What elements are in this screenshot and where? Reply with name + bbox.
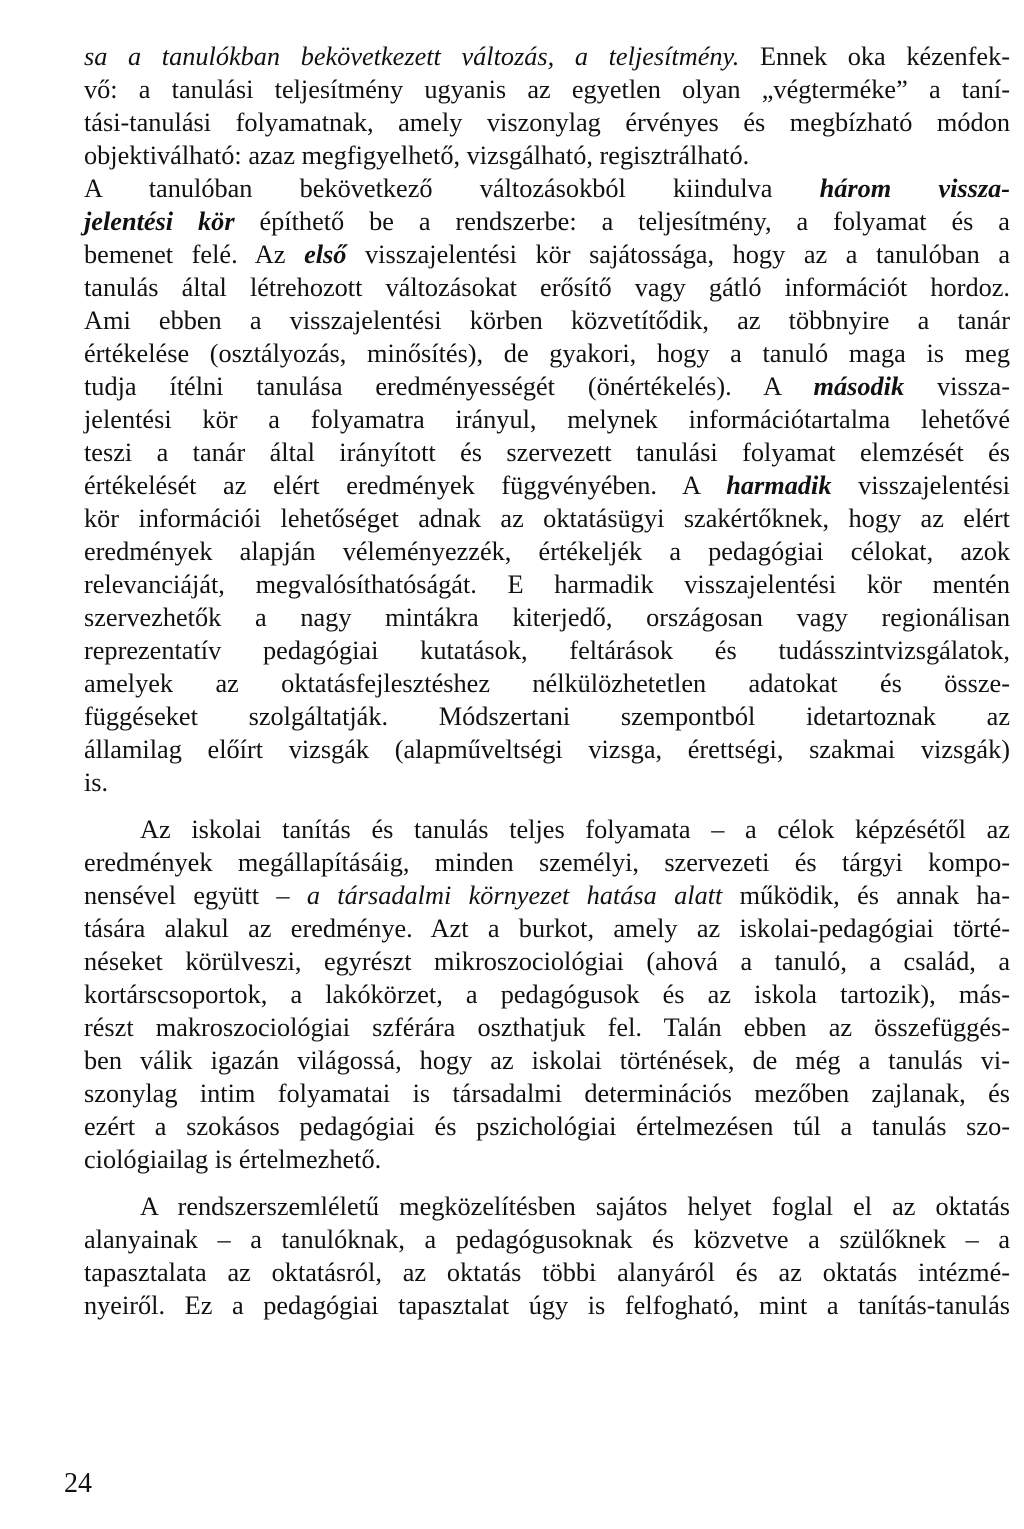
text-line: alanyainak – a tanulóknak, a pedagógusoknak és közvetve a szülőknek – a [84,1225,1010,1254]
page-number: 24 [64,1468,92,1499]
text-line: értékelése (osztályozás, minősítés), de gyakori, hogy a tanuló maga is meg [84,339,1010,368]
emphasis-term: jelentési kör [84,207,235,236]
text-line: A tanulóban bekövetkező változásokból kiindulva három vissza- [84,174,1010,203]
text-line: tási-tanulási folyamatnak, amely viszonylag érvényes és megbízható módon [84,108,1010,137]
text-line: amelyek az oktatásfejlesztéshez nélkülözhetetlen adatokat és össze- [84,669,1010,698]
text-line: jelentési kör a folyamatra irányul, melynek információtartalma lehetővé [84,405,1010,434]
text-line: néseket körülveszi, egyrészt mikroszociológiai (ahová a tanuló, a család, a [84,947,1010,976]
italic-phrase: sa a tanulókban bekövetkezett változás, a teljesítmény. [84,42,740,71]
text-line: eredmények alapján véleményezzék, értékeljék a pedagógiai célokat, azok [84,537,1010,566]
text-line: államilag előírt vizsgák (alapműveltségi vizsga, érettségi, szakmai vizsgák) [84,735,1010,764]
text-line: nensével együtt – a társadalmi környezet hatása alatt működik, és annak ha- [84,881,1010,910]
text-line: kör információi lehetőséget adnak az oktatásügyi szakértőknek, hogy az elért [84,504,1010,533]
italic-phrase: a társadalmi környezet hatása alatt [306,881,723,910]
paragraph [84,813,1010,1176]
emphasis-term: három vissza- [819,174,1010,203]
text-line: kortárscsoportok, a lakókörzet, a pedagógusok és az iskola tartozik), más- [84,980,1010,1009]
text-line: sa a tanulókban bekövetkezett változás, a teljesítmény. Ennek oka kézenfek- [84,42,1010,71]
text-line: bemenet felé. Az első visszajelentési kör sajátossága, hogy az a tanulóban a [84,240,1010,269]
text-line: ben válik igazán világossá, hogy az iskolai történések, de még a tanulás vi- [84,1046,1010,1075]
text-line: relevanciáját, megvalósíthatóságát. E harmadik visszajelentési kör mentén [84,570,1010,599]
text-line: reprezentatív pedagógiai kutatások, feltárások és tudásszintvizsgálatok, [84,636,1010,665]
text-line: szonylag intim folyamatai is társadalmi determinációs mezőben zajlanak, és [84,1079,1010,1108]
text-line: Ami ebben a visszajelentési körben közvetítődik, az többnyire a tanár [84,306,1010,335]
text-line: nyeiről. Ez a pedagógiai tapasztalat úgy is felfogható, mint a tanítás-tanulás [84,1291,1010,1320]
text-line: részt makroszociológiai szférára oszthatjuk fel. Talán ebben az összefüggés- [84,1013,1010,1042]
text-line: ciológiailag is értelmezhető. [84,1145,382,1174]
emphasis-term: második [813,372,905,401]
text-line: Az iskolai tanítás és tanulás teljes folyamata – a célok képzésétől az [140,815,1010,844]
text-line: eredmények megállapításáig, minden személyi, szervezeti és tárgyi kompo- [84,848,1010,877]
text-line: teszi a tanár által irányított és szervezett tanulási folyamat elemzését és [84,438,1010,467]
text-line: objektiválható: azaz megfigyelhető, vizsgálható, regisztrálható. [84,141,750,170]
text-line: tudja ítélni tanulása eredményességét (önértékelés). A második vissza- [84,372,1010,401]
paragraph-gap [84,799,1010,813]
text-line: vő: a tanulási teljesítmény ugyanis az egyetlen olyan „végterméke” a taní- [84,75,1010,104]
paragraph [84,1190,1010,1322]
body-text [84,40,1010,1322]
text-line: A rendszerszemléletű megközelítésben sajátos helyet foglal el az oktatás [140,1192,1010,1221]
paragraph [84,40,1010,799]
text-line: tására alakul az eredménye. Azt a burkot, amely az iskolai-pedagógiai törté- [84,914,1010,943]
text-line: szervezhetők a nagy mintákra kiterjedő, országosan vagy regionálisan [84,603,1010,632]
text-line: jelentési kör építhető be a rendszerbe: a teljesítmény, a folyamat és a [84,207,1010,236]
paragraph-gap [84,1176,1010,1190]
emphasis-term: első [304,240,347,269]
text-line: ezért a szokásos pedagógiai és pszichológiai értelmezésen túl a tanulás szo- [84,1112,1010,1141]
text-line: tapasztalata az oktatásról, az oktatás többi alanyáról és az oktatás intézmé- [84,1258,1010,1287]
text-line: függéseket szolgáltatják. Módszertani szempontból idetartoznak az [84,702,1010,731]
text-line: értékelését az elért eredmények függvényében. A harmadik visszajelentési [84,471,1010,500]
text-line: tanulás által létrehozott változásokat erősítő vagy gátló információt hordoz. [84,273,1010,302]
text-line: is. [84,768,109,797]
emphasis-term: harmadik [726,471,832,500]
